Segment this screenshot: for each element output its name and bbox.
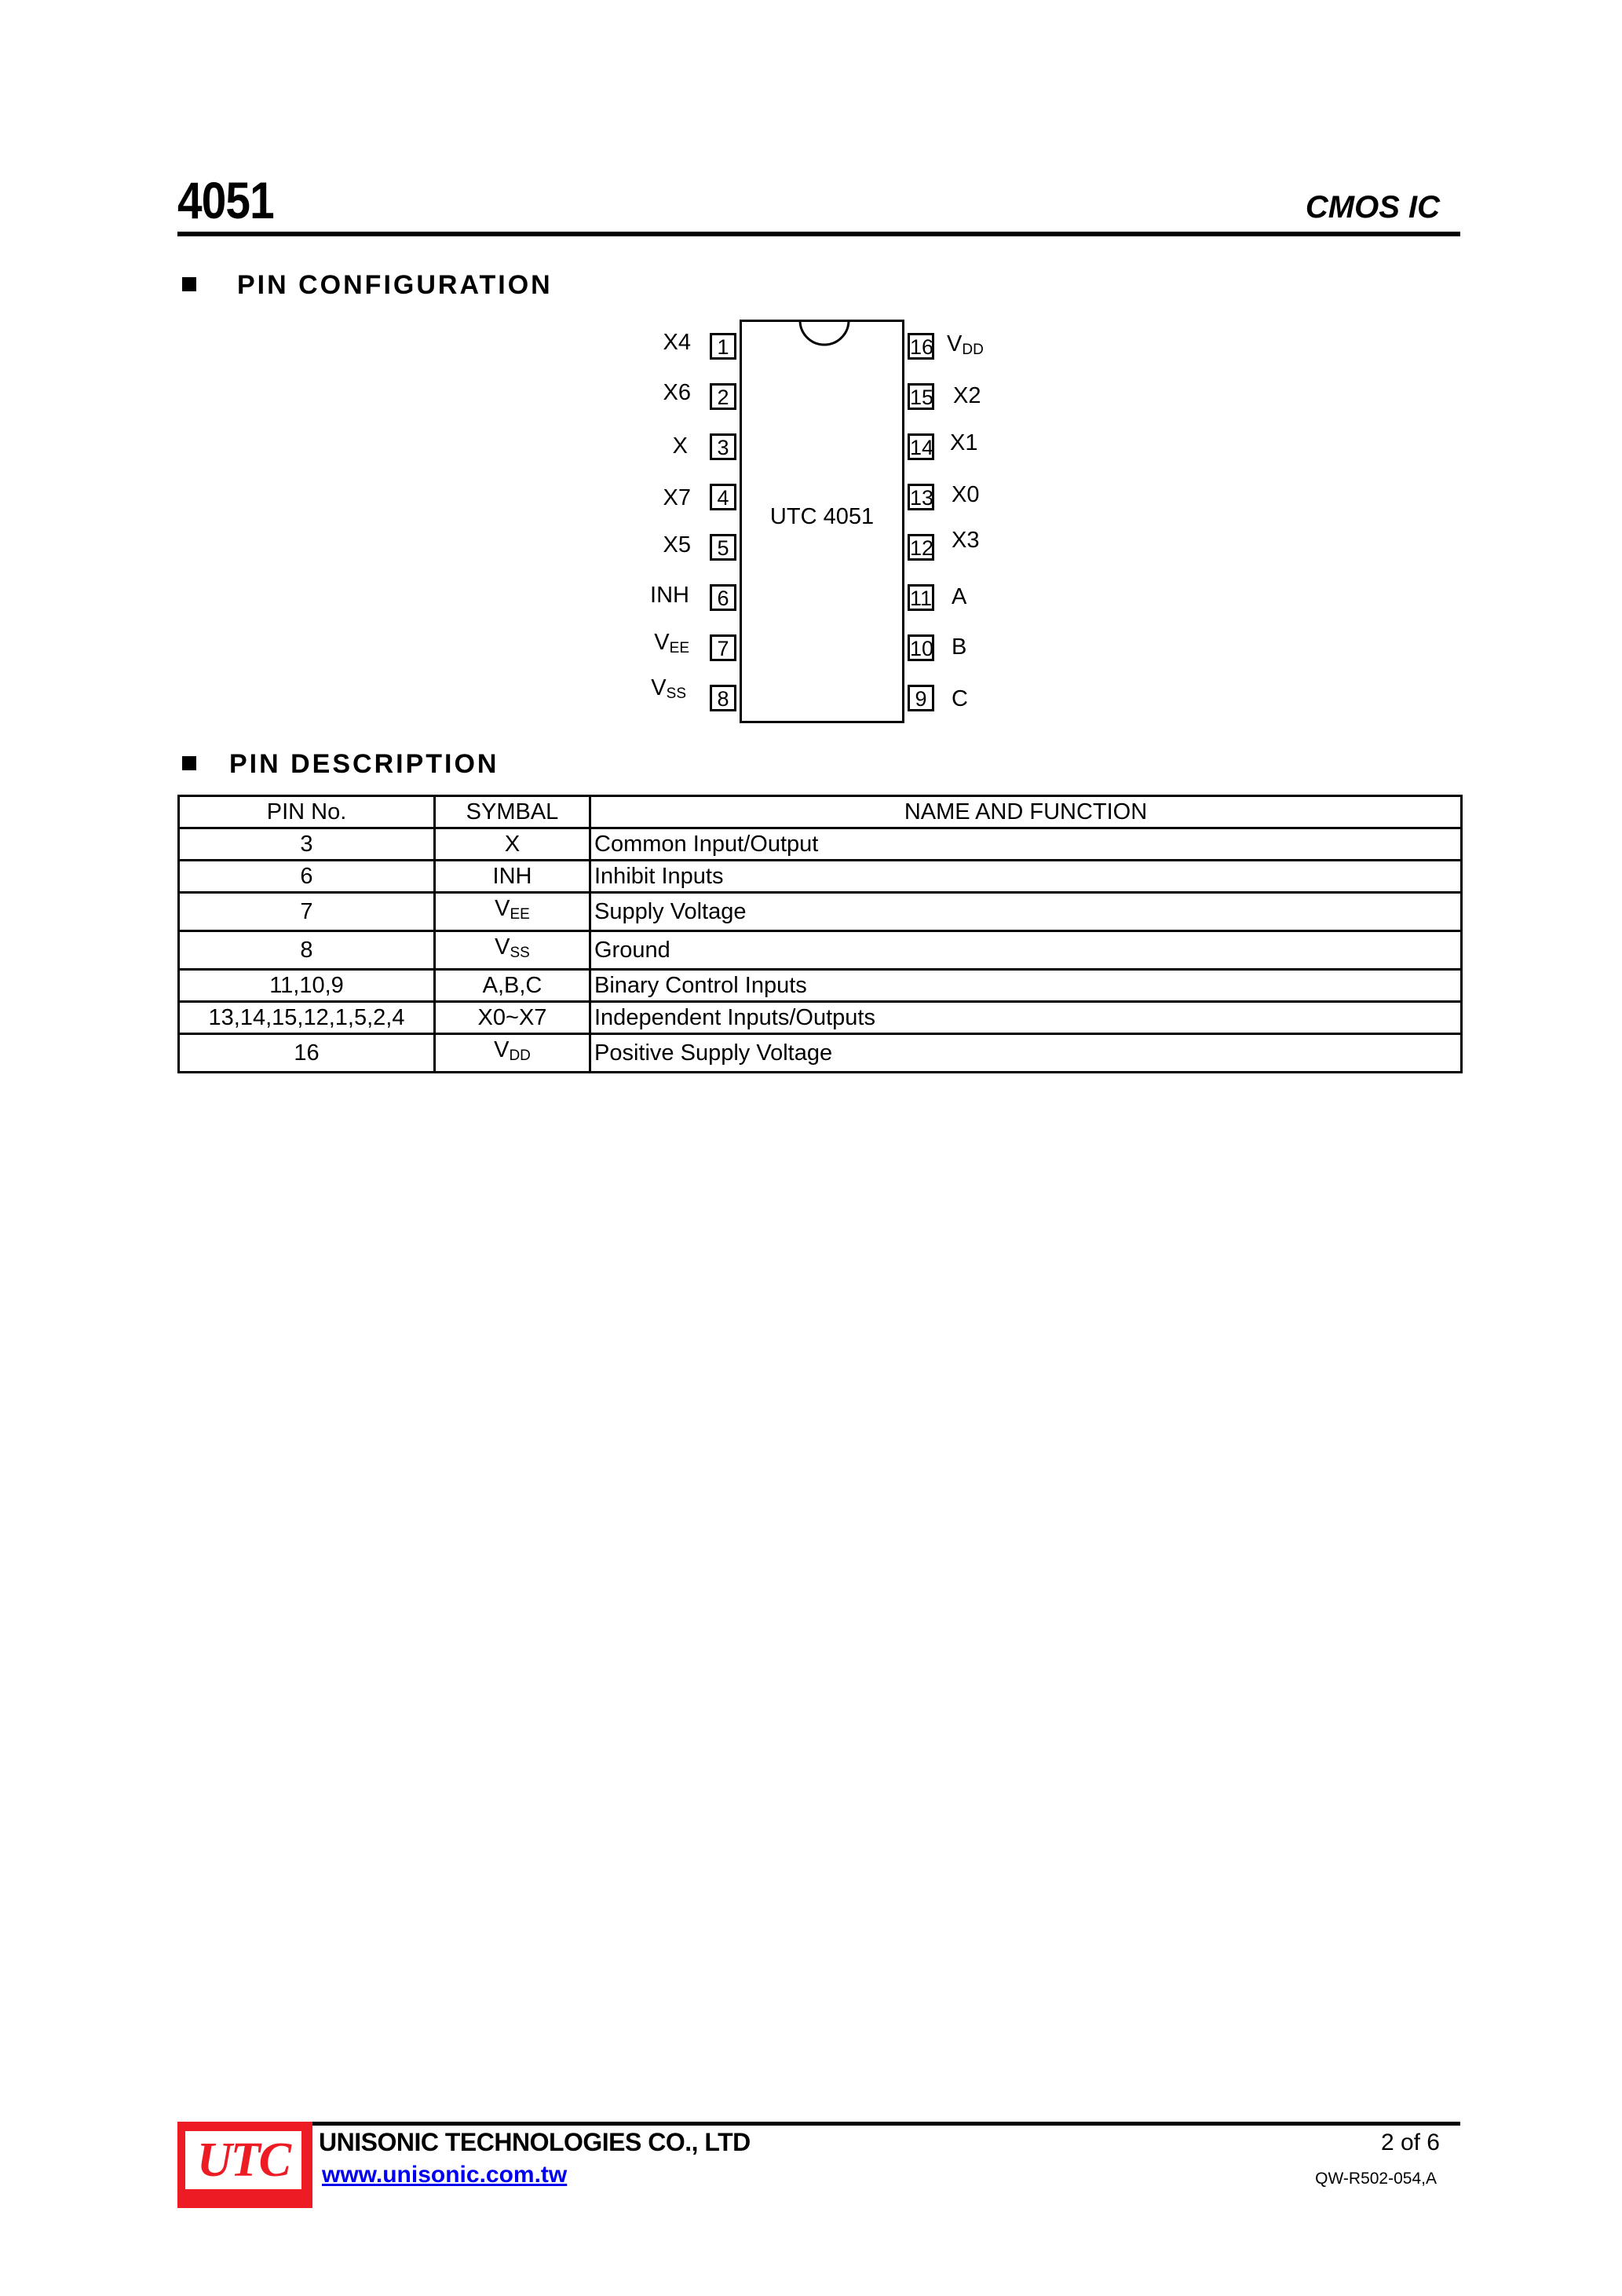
function-cell: Positive Supply Voltage <box>590 1034 1462 1073</box>
pin-label: C <box>952 686 968 711</box>
chip-package-outline <box>740 320 904 723</box>
website-link[interactable]: www.unisonic.com.tw <box>322 2162 568 2188</box>
table-row <box>179 828 1462 861</box>
pin-number-box: 13 <box>908 484 934 510</box>
symbol-cell: X0~X7 <box>435 1002 590 1034</box>
page-number: 2 of 6 <box>1380 2130 1440 2155</box>
pin-label: X7 <box>663 485 691 510</box>
chip-label: UTC 4051 <box>769 504 875 529</box>
pin-cell: 13,14,15,12,1,5,2,4 <box>179 1002 435 1034</box>
table-header-row <box>179 796 1462 828</box>
part-number-title: 4051 <box>177 171 274 229</box>
pin-cell: 7 <box>179 893 435 931</box>
function-cell: Inhibit Inputs <box>590 861 1462 893</box>
symbol-cell: $V_{EE}$ <box>435 893 590 931</box>
column-header: PIN No. <box>179 796 435 828</box>
column-header: NAME AND FUNCTION <box>590 796 1462 828</box>
pin-number-box: 12 <box>908 534 934 561</box>
pin-label: X3 <box>952 528 980 553</box>
function-cell: Common Input/Output <box>590 828 1462 861</box>
function-cell: Supply Voltage <box>590 893 1462 931</box>
table-row <box>179 893 1462 931</box>
pin-label: B <box>952 634 967 660</box>
pin-cell: 6 <box>179 861 435 893</box>
company-name: UNISONIC TECHNOLOGIES CO., LTD <box>319 2128 751 2156</box>
utc-logo <box>177 2122 312 2208</box>
section-title-pin-description: PIN DESCRIPTION <box>229 749 499 779</box>
pin-number-box: 1 <box>710 333 736 360</box>
table-row <box>179 1002 1462 1034</box>
pin-cell: 16 <box>179 1034 435 1073</box>
table-row <box>179 1034 1462 1073</box>
pin-label: A <box>952 584 967 609</box>
pin-cell: 11,10,9 <box>179 970 435 1002</box>
pin-number-box: 4 <box>710 484 736 510</box>
pin-number-box: 11 <box>908 584 934 611</box>
pin-label: X2 <box>953 383 981 408</box>
document-type: CMOS IC <box>1305 190 1440 225</box>
header-divider <box>177 232 1460 236</box>
section-bullet-icon <box>182 277 196 291</box>
table-row <box>179 970 1462 1002</box>
section-bullet-icon <box>182 756 196 770</box>
section-title-pin-configuration: PIN CONFIGURATION <box>237 270 553 300</box>
pin-description-table <box>177 795 1463 1073</box>
logo-text: UTC <box>197 2133 290 2187</box>
symbol-cell: A,B,C <box>435 970 590 1002</box>
chip-notch-icon <box>742 322 907 369</box>
pin-label: X4 <box>663 330 691 355</box>
function-cell: Binary Control Inputs <box>590 970 1462 1002</box>
pin-number-box: 15 <box>908 383 934 410</box>
symbol-cell: X <box>435 828 590 861</box>
table-row <box>179 861 1462 893</box>
pin-number-box: 6 <box>710 584 736 611</box>
pin-label: X1 <box>950 430 978 455</box>
column-header: SYMBAL <box>435 796 590 828</box>
pin-cell: 8 <box>179 931 435 970</box>
pin-number-box: 8 <box>710 685 736 711</box>
footer-divider <box>177 2122 1460 2126</box>
pin-number-box: 14 <box>908 433 934 460</box>
pin-number-box: 10 <box>908 634 934 661</box>
pin-number-box: 16 <box>908 333 934 360</box>
pin-label: X0 <box>952 482 980 507</box>
pin-label: $V_{SS}$ <box>651 675 686 702</box>
pin-label: $V_{DD}$ <box>947 331 984 358</box>
pin-number-box: 7 <box>710 634 736 661</box>
function-cell: Ground <box>590 931 1462 970</box>
pin-label: X5 <box>663 532 691 558</box>
symbol-cell: $V_{DD}$ <box>435 1034 590 1073</box>
document-code: QW-R502-054,A <box>1315 2170 1437 2188</box>
pin-label: X <box>672 433 688 459</box>
symbol-cell: INH <box>435 861 590 893</box>
pin-number-box: 3 <box>710 433 736 460</box>
pin-label: $V_{EE}$ <box>654 630 689 656</box>
pin-number-box: 2 <box>710 383 736 410</box>
table-row <box>179 931 1462 970</box>
pin-number-box: 9 <box>908 685 934 711</box>
function-cell: Independent Inputs/Outputs <box>590 1002 1462 1034</box>
symbol-cell: $V_{SS}$ <box>435 931 590 970</box>
pin-label: INH <box>650 583 689 608</box>
pin-label: X6 <box>663 380 691 405</box>
pin-cell: 3 <box>179 828 435 861</box>
pin-number-box: 5 <box>710 534 736 561</box>
